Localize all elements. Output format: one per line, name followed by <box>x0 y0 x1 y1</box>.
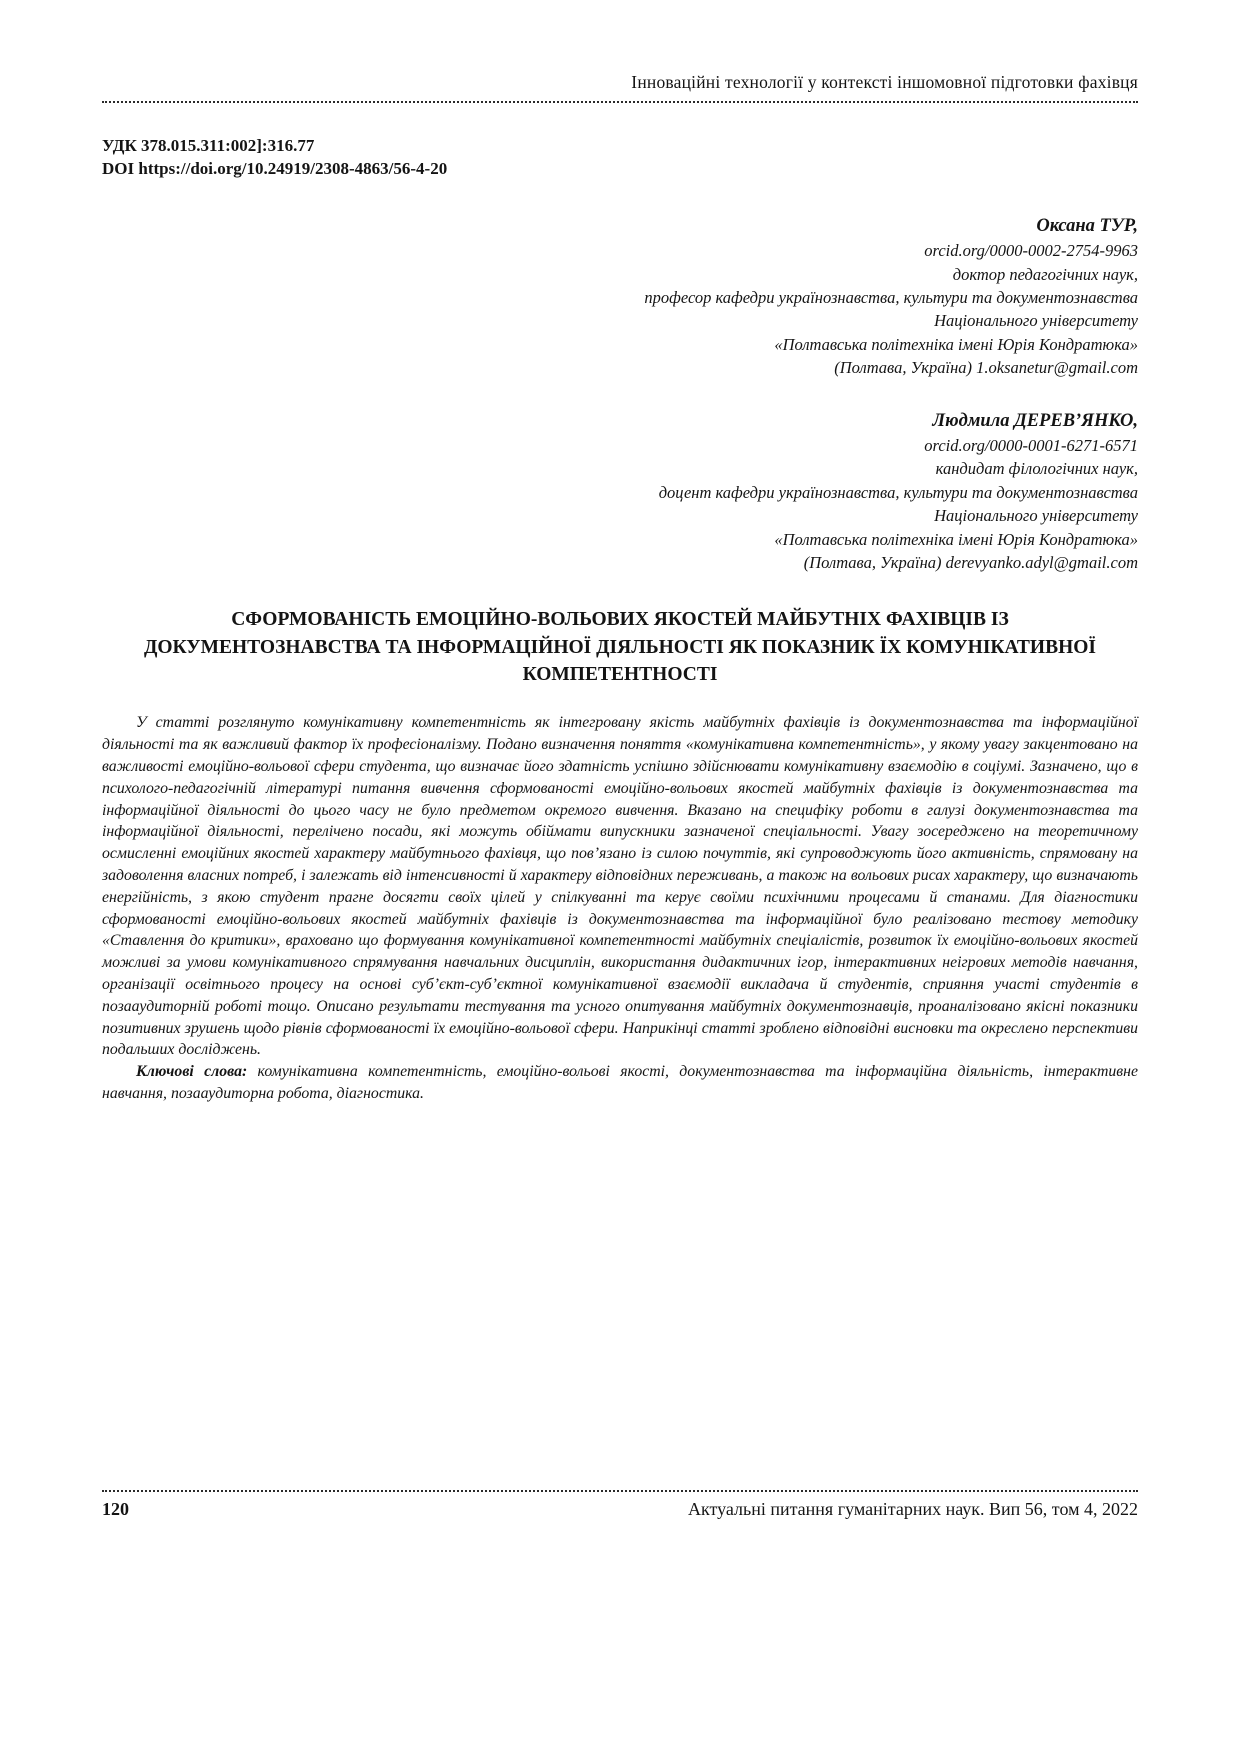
header-divider <box>102 101 1138 103</box>
author-name: Оксана ТУР, <box>1036 215 1138 236</box>
keywords <box>102 1061 1138 1105</box>
keywords-text: комунікативна компетентність, емоційно-вольові якості, документознавства та інформаційна діяльність, інтерактивне навчання, позааудиторна робота, діагностика. <box>102 1063 1138 1102</box>
author-block-2 <box>102 408 1138 575</box>
article-meta <box>102 135 1138 181</box>
udc-code: УДК 378.015.311:002]:316.77 <box>102 136 315 155</box>
author-contact: (Полтава, Україна) 1.oksanetur@gmail.com <box>834 358 1138 378</box>
author-position: професор кафедри українознавства, культури та документознавства <box>644 287 1138 307</box>
author-block-1 <box>102 213 1138 380</box>
author-contact: (Полтава, Україна) derevyanko.adyl@gmail.com <box>803 553 1138 573</box>
author-orcid: orcid.org/0000-0002-2754-9963 <box>924 241 1138 261</box>
journal-title: Актуальні питання гуманітарних наук. Вип 56, том 4, 2022 <box>687 1499 1138 1519</box>
author-university-name: «Полтавська політехніка імені Юрія Кондратюка» <box>774 529 1138 549</box>
author-degree: доктор педагогічних наук, <box>952 264 1138 284</box>
author-name: Людмила ДЕРЕВ’ЯНКО, <box>932 410 1138 431</box>
article-title: СФОРМОВАНІСТЬ ЕМОЦІЙНО-ВОЛЬОВИХ ЯКОСТЕЙ МАЙБУТНІХ ФАХІВЦІВ ІЗ ДОКУМЕНТОЗНАВСТВА ТА ІНФОРМАЦІЙНОЇ ДІЯЛЬНОСТІ ЯК ПОКАЗНИК ЇХ КОМУНІКАТИВНОЇ КОМПЕТЕНТНОСТІ <box>143 609 1097 686</box>
author-university: Національного університету <box>934 506 1138 526</box>
keywords-label: Ключові слова: <box>136 1063 248 1081</box>
authors-section <box>102 213 1138 575</box>
author-university: Національного університету <box>934 311 1138 331</box>
author-position: доцент кафедри українознавства, культури та документознавства <box>658 482 1138 502</box>
page-number: 120 <box>102 1499 129 1519</box>
footer-divider <box>102 1490 1138 1492</box>
author-degree: кандидат філологічних наук, <box>935 459 1138 479</box>
author-university-name: «Полтавська політехніка імені Юрія Кондратюка» <box>774 334 1138 354</box>
author-orcid: orcid.org/0000-0001-6271-6571 <box>924 435 1138 455</box>
abstract: У статті розглянуто комунікативну компетентність як інтегровану якість майбутніх фахівців із документознавства та інформаційної діяльності та як важливий фактор їх професіоналізму. Подано визначення поняття «комунікативна компетентність», у якому увагу закцентовано на важливості емоційно-вольової сфери студента, що визначає його здатність успішно здійснювати комунікативну взаємодію в соціумі. Зазначено, що в психолого-педагогічній літературі питання вивчення сформованості емоційно-вольових якостей майбутніх фахівців із документознавства та інформаційної діяльності до цього часу не було предметом окремого вивчення. Вказано на специфіку роботи в галузі документознавства та інформаційної діяльності, перелічено посади, які можуть обіймати випускники зазначеної спеціальності. Увагу зосереджено на теоретичному осмисленні емоційних якостей характеру майбутнього фахівця, що пов’язано із силою почуттів, які супроводжують його активність, спрямовану на задоволення власних потреб, і залежать від інтенсивності й характеру відповідних переживань, а також на вольових рисах характеру, що визначають енергійність, з якою студент прагне досягти своїх цілей у спілкуванні та керує своїми психічними процесами й станами. Для діагностики сформованості емоційно-вольових якостей майбутніх фахівців із документознавства та інформаційної було реалізовано тестову методику «Ставлення до критики», враховано що формування комунікативної компетентності майбутніх спеціалістів, розвиток їх емоційно-вольових якостей можливі за умови комунікативного спрямування навчальних дисциплін, використання дидактичних ігор, інтерактивних неігрових методів навчання, організації освітнього процесу на основі суб’єкт-суб’єктної комунікативної взаємодії викладача й студентів, сприяння участі студентів в позааудиторній роботі тощо. Описано результати тестування та усного опитування майбутніх документознавців, проаналізовано якісні показники позитивних зрушень щодо рівнів сформованості їх емоційно-вольової сфери. Наприкінці статті зроблено відповідні висновки та окреслено перспективи подальших досліджень. <box>102 714 1138 1059</box>
page-footer <box>102 1482 1138 1520</box>
doi: DOI https://doi.org/10.24919/2308-4863/56-4-20 <box>102 158 448 178</box>
running-head: Інноваційні технології у контексті іншомовної підготовки фахівця <box>631 72 1138 92</box>
